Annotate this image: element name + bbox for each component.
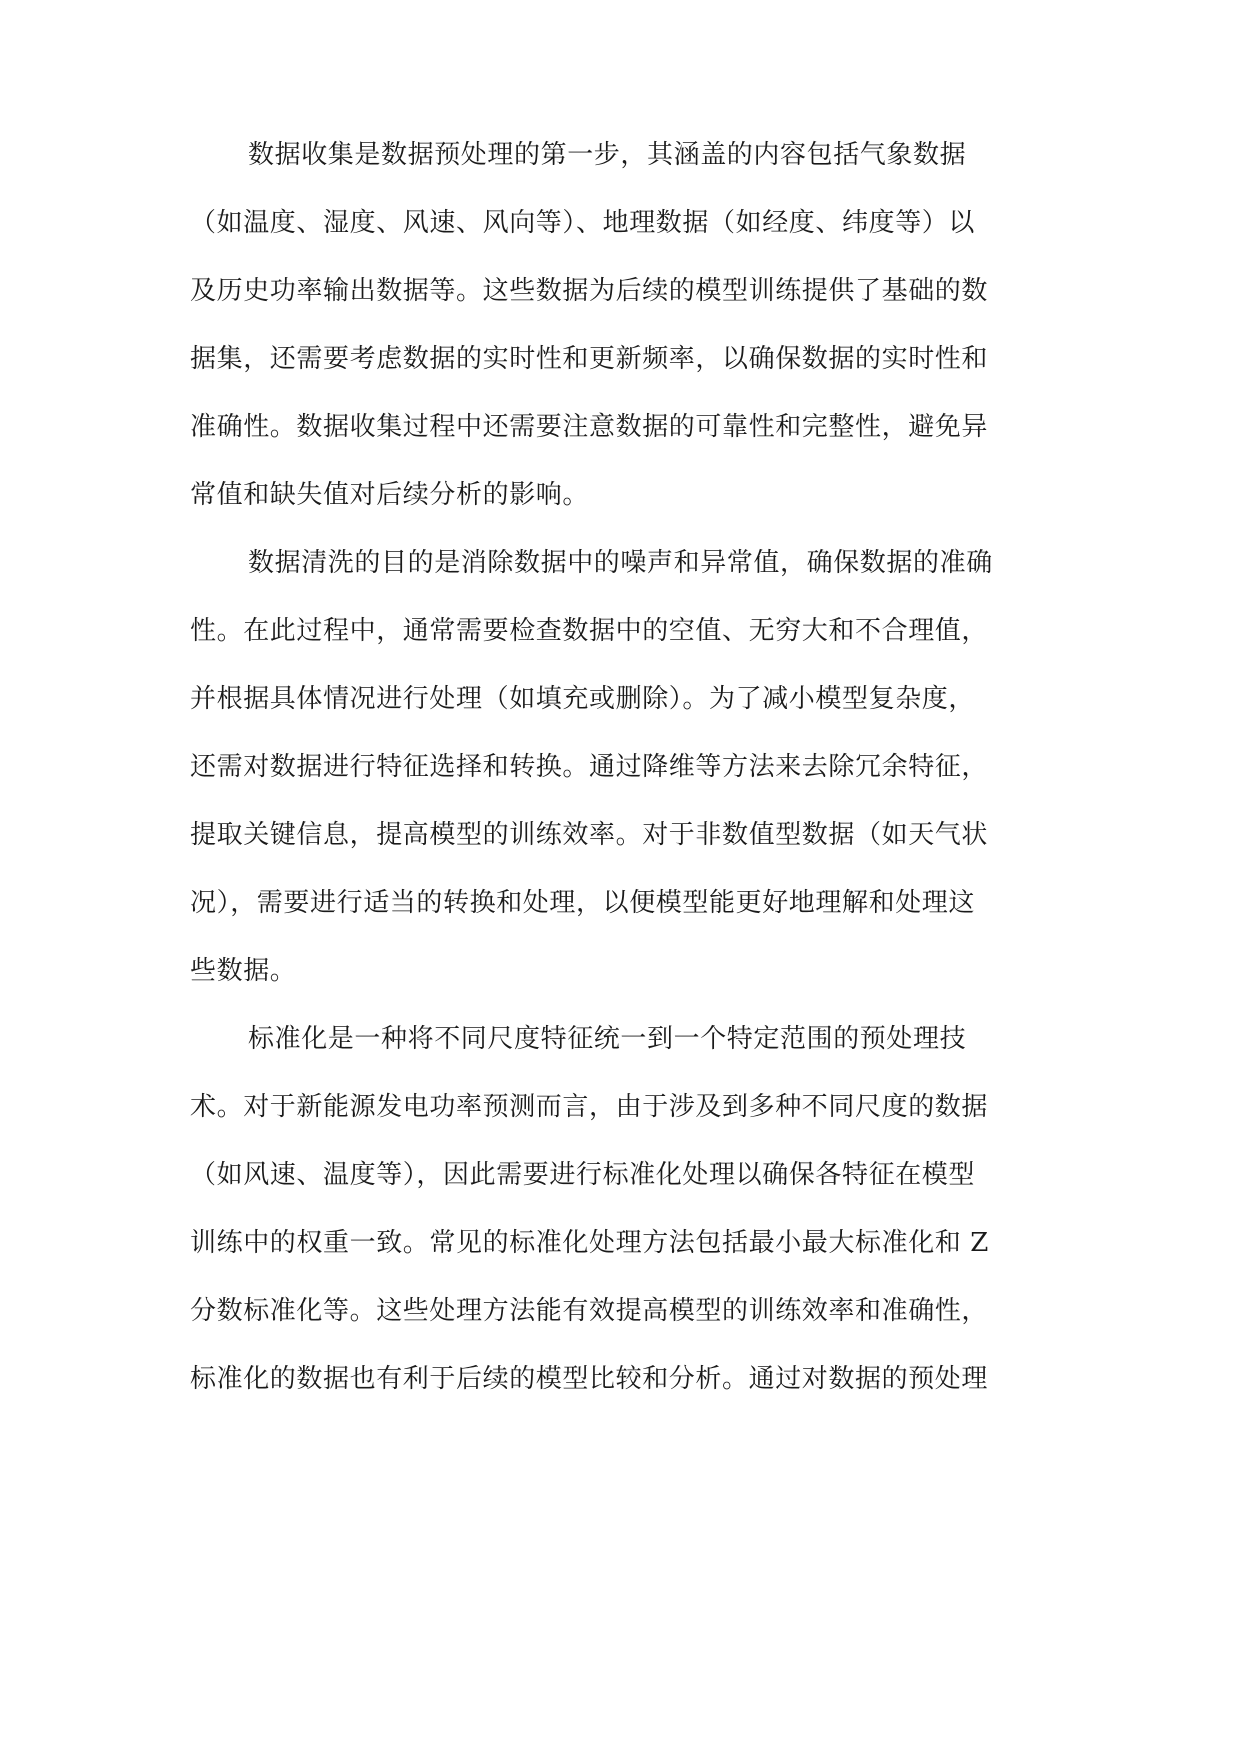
paragraph-3-line-6: 标准化的数据也有利于后续的模型比较和分析。通过对数据的预处理 [190, 1364, 989, 1394]
paragraph-3-line-5: 分数标准化等。这些处理方法能有效提高模型的训练效率和准确性， [190, 1296, 989, 1326]
paragraph-3-line-4: 训练中的权重一致。常见的标准化处理方法包括最小最大标准化和 Z [190, 1228, 989, 1258]
paragraph-2-line-1: 数据清洗的目的是消除数据中的噪声和异常值，确保数据的准确 [248, 548, 993, 578]
paragraph-3-line-2: 术。对于新能源发电功率预测而言，由于涉及到多种不同尺度的数据 [190, 1092, 989, 1122]
paragraph-1-line-4: 据集，还需要考虑数据的实时性和更新频率，以确保数据的实时性和 [190, 344, 989, 374]
paragraph-2-line-4: 还需对数据进行特征选择和转换。通过降维等方法来去除冗余特征， [190, 752, 989, 782]
paragraph-1-line-6: 常值和缺失值对后续分析的影响。 [190, 480, 590, 510]
paragraph-2-line-3: 并根据具体情况进行处理（如填充或删除）。为了减小模型复杂度， [190, 684, 976, 714]
paragraph-2-line-5: 提取关键信息，提高模型的训练效率。对于非数值型数据（如天气状 [190, 820, 989, 850]
paragraph-1-line-5: 准确性。数据收集过程中还需要注意数据的可靠性和完整性，避免异 [190, 412, 989, 442]
paragraph-1-line-2: （如温度、湿度、风速、风向等）、地理数据（如经度、纬度等）以 [190, 208, 976, 238]
paragraph-2-line-7: 些数据。 [190, 956, 297, 986]
paragraph-2-line-2: 性。在此过程中，通常需要检查数据中的空值、无穷大和不合理值， [190, 616, 989, 646]
paragraph-2-line-6: 况），需要进行适当的转换和处理，以便模型能更好地理解和处理这 [190, 888, 976, 918]
paragraph-3-line-1: 标准化是一种将不同尺度特征统一到一个特定范围的预处理技 [248, 1024, 967, 1054]
paragraph-1-line-1: 数据收集是数据预处理的第一步，其涵盖的内容包括气象数据 [248, 140, 967, 170]
paragraph-3-line-3: （如风速、温度等），因此需要进行标准化处理以确保各特征在模型 [190, 1160, 976, 1190]
paragraph-1-line-3: 及历史功率输出数据等。这些数据为后续的模型训练提供了基础的数 [190, 276, 989, 306]
